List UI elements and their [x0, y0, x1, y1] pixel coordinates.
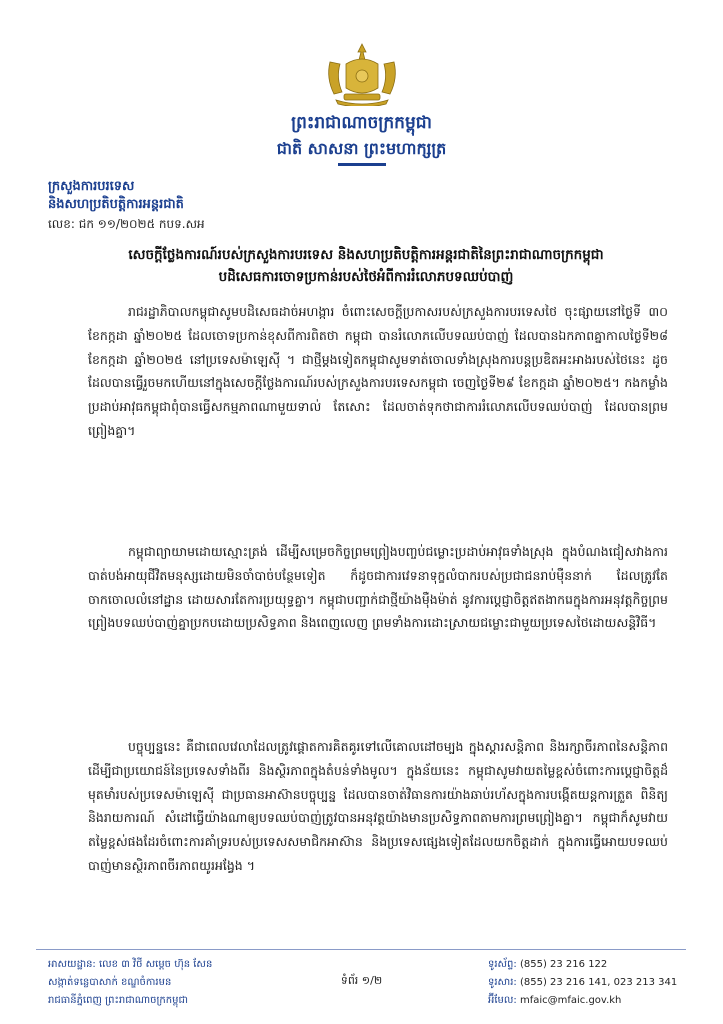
contact-email — [488, 992, 677, 1010]
royal-arms-icon — [316, 42, 408, 106]
fax-label: ទូរសារ: — [488, 977, 517, 988]
footer-contacts — [488, 956, 677, 1010]
body-paragraph-2: កម្ពុជាព្យាយាមដោយស្មោះត្រង់ ដើម្បីសម្រេចកិច្ចព្រមព្រៀងបញ្ចប់ជម្លោះប្រដាប់អាវុធទាំងស្រុង ក្នុងបំណងជៀសវាងការបាត់បង់អាយុជីវិតមនុស្សដោយមិនចាំបាច់បន្ថែមទៀត ក៏ដូចជាការវេទនាទុក្ខលំបាករបស់ប្រជាជនរាប់ម៉ឺននាក់ ដែលត្រូវតែចាកចោលលំនៅដ្ឋាន ដោយសារតែការប្រយុទ្ធគ្នា។ កម្ពុជាបញ្ជាក់ជាថ្មីយ៉ាងម៉ឺងម៉ាត់ នូវការប្តេជ្ញាចិត្តឥតងាករេក្នុងការអនុវត្តកិច្ចព្រមព្រៀងបទឈប់បាញ់គ្នាប្រកបដោយប្រសិទ្ធភាព និងពេញលេញ ព្រមទាំងការដោះស្រាយជម្លោះជាមួយប្រទេសថៃដោយសន្តិវិធី។ — [88, 544, 668, 631]
motto-divider — [338, 163, 386, 166]
national-motto: ជាតិ សាសនា ព្រះមហាក្សត្រ — [276, 139, 447, 158]
statement-title-line2: បដិសេធការចោទប្រកាន់របស់ថៃអំពីការរំលោភបទឈប់បាញ់ — [218, 269, 514, 285]
email-label: អ៊ីមែល: — [488, 995, 517, 1006]
address-line-1: អាសយដ្ឋាន: លេខ ៣ វិថី សម្តេច ហ៊ុន សែន — [48, 959, 213, 970]
ministry-name-line1: ក្រសួងការបរទេស — [48, 179, 135, 194]
reference-number: លេខ: ជក ១១/២០២៥ កបទ.សអ — [48, 217, 205, 231]
ministry-name-line2: និងសហប្រតិបត្តិការអន្តរជាតិ — [48, 197, 184, 212]
kingdom-name: ព្រះរាជាណាចក្រកម្ពុជា — [291, 113, 432, 133]
contact-fax — [488, 974, 677, 992]
page-number: ទំព័រ ១/២ — [340, 974, 383, 987]
statement-title-line1: សេចក្តីថ្លែងការណ៍របស់ក្រសួងការបរទេស និងសហប្រតិបត្តិការអន្តរជាតិនៃព្រះរាជាណាចក្រកម្ពុជា — [128, 247, 604, 263]
address-line-2: សង្កាត់ទន្លេបាសាក់ ខណ្ឌចំការមន — [48, 977, 172, 988]
body-paragraph-1: រាជរដ្ឋាភិបាលកម្ពុជាសូមបដិសេធដាច់អហង្ការ ចំពោះសេចក្តីប្រកាសរបស់ក្រសួងការបរទេសថៃ ចុះផ្សាយនៅថ្ងៃទី ៣០ ខែកក្កដា ឆ្នាំ២០២៥ ដែលចោទប្រកាន់ខុសពីការពិតថា កម្ពុជា បានរំលោភលើបទឈប់បាញ់ ដែលបានឯកភាពគ្នាកាលថ្ងៃទី២៨ ខែកក្កដា ឆ្នាំ២០២៥ នៅប្រទេសម៉ាឡេស៊ី ។ ជាថ្មីម្តងទៀតកម្ពុជាសូមទាត់ចោលទាំងស្រុងការបន្តប្រឌិតអះអាងរបស់ថៃនេះ ដូចដែលបានធ្វើរួចមកហើយនៅក្នុងសេចក្តីថ្លែងការណ៍របស់ក្រសួងការបរទេសកម្ពុជា ចេញថ្ងៃទី២៩ ខែកក្កដា ឆ្នាំ២០២៥។ កងកម្លាំងប្រដាប់អាវុធកម្ពុជាពុំបានធ្វើសកម្មភាពណាមួយទាល់ តែសោះ ដែលចាត់ទុកថាជាការរំលោភលើបទឈប់បាញ់ ដែលបានព្រមព្រៀងគ្នា។ — [88, 304, 668, 438]
address-line-3: រាជធានីភ្នំពេញ ព្រះរាជាណាចក្រកម្ពុជា — [48, 995, 188, 1006]
tel-label: ទូរស័ព្ទ: — [488, 959, 517, 970]
body-paragraph-3: បច្ចុប្បន្ននេះ គឺជាពេលវេលាដែលត្រូវផ្តោតការគិតគូរទៅលើគោលដៅចម្បង ក្នុងស្តារសន្តិភាព និងរក្សាចីរភាពនៃសន្តិភាព ដើម្បីជាប្រយោជន៍នៃប្រទេសទាំងពីរ និងស្ថិរភាពក្នុងតំបន់ទាំងមូល។ ក្នុងន័យនេះ កម្ពុជាសូមវាយតម្លៃខ្ពស់ចំពោះការប្តេជ្ញាចិត្តដ៏មុតមាំរបស់ប្រទេសម៉ាឡេស៊ី ជាប្រធានអាស៊ានបច្ចុប្បន្ន ដែលបានចាត់វិធានការយ៉ាងឆាប់រហ័សក្នុងការបង្កើតយន្តការត្រួត ពិនិត្យ និងរាយការណ៍ សំដៅធ្វើយ៉ាងណាឲ្យបទឈប់បាញ់ត្រូវបានអនុវត្តយ៉ាងមានប្រសិទ្ធភាពតាមការព្រមព្រៀងគ្នា។ កម្ពុជាក៏សូមវាយតម្លៃខ្ពស់ផងដែរចំពោះការគាំទ្ររបស់ប្រទេសសមាជិកអាស៊ាន និងប្រទេសផ្សេងទៀតដែលយកចិត្តដាក់ ក្នុងការធ្វើអោយបទឈប់បាញ់មានស្ថិរភាពចីរភាពយូរអង្វែង ។ — [88, 739, 668, 873]
email-link[interactable]: mfaic@mfaic.gov.kh — [519, 995, 622, 1006]
contact-tel — [488, 956, 677, 974]
footer-divider — [36, 949, 686, 950]
fax-value: (855) 23 216 141, 023 213 341 — [519, 977, 678, 988]
tel-value: (855) 23 216 122 — [519, 959, 608, 970]
